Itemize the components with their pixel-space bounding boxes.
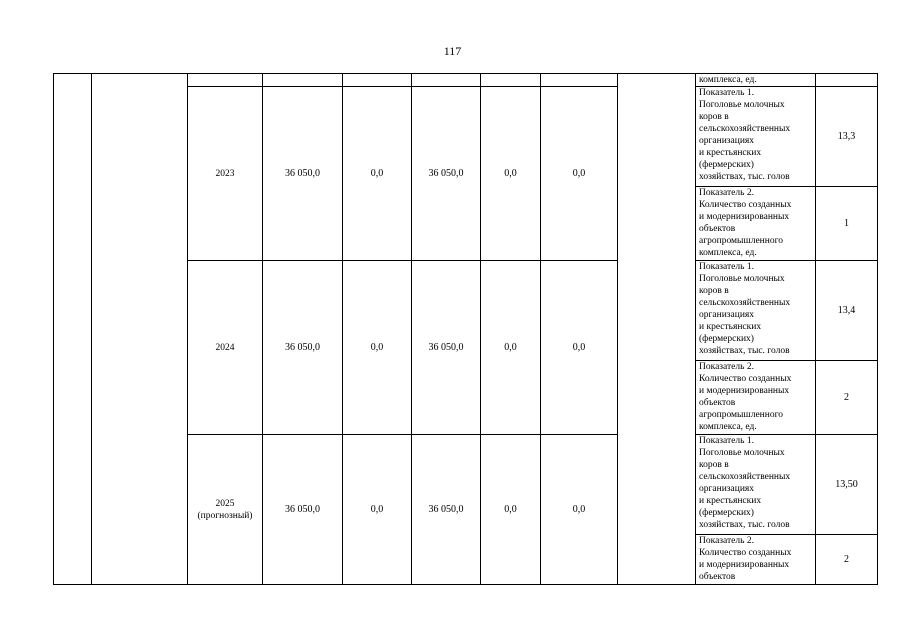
indicator-1-value: 13,3 — [816, 87, 878, 187]
empty-cell — [481, 74, 541, 87]
program-funding-table — [53, 73, 878, 585]
empty-cell — [816, 74, 878, 87]
carry-over-row — [54, 74, 878, 87]
funding-value: 0,0 — [481, 435, 541, 585]
empty-cell — [343, 74, 412, 87]
funding-value: 0,0 — [541, 261, 618, 435]
indicator-2-value: 1 — [816, 187, 878, 261]
funding-value: 0,0 — [343, 87, 412, 261]
year-cell — [188, 435, 263, 585]
empty-cell — [263, 74, 343, 87]
indicator-1-text: Показатель 1. Поголовье молочных коров в сельскохозяйственных организациях и крестьянских (фермерских) хозяйствах, тыс. голов — [696, 261, 816, 361]
indicator-2-value: 2 — [816, 535, 878, 585]
funding-value: 36 050,0 — [412, 261, 481, 435]
year-label: 2024 — [215, 342, 235, 353]
year-label: 2023 — [215, 168, 235, 179]
funding-value: 0,0 — [481, 87, 541, 261]
year-note: (прогнозный) — [197, 510, 253, 521]
indicator-1-value: 13,4 — [816, 261, 878, 361]
indicator-1-text: Показатель 1. Поголовье молочных коров в сельскохозяйственных организациях и крестьянских (фермерских) хозяйствах, тыс. голов — [696, 435, 816, 535]
funding-value: 0,0 — [343, 261, 412, 435]
year-label: 2025 — [215, 498, 235, 509]
funding-value: 36 050,0 — [263, 87, 343, 261]
page-number: 117 — [443, 44, 462, 58]
number-cell — [54, 74, 92, 585]
year-cell — [188, 87, 263, 261]
indicator-2-text: Показатель 2. Количество созданных и модернизированных объектов — [696, 535, 816, 585]
empty-cell — [188, 74, 263, 87]
name-cell — [92, 74, 188, 585]
funding-value: 0,0 — [481, 261, 541, 435]
funding-value: 36 050,0 — [263, 261, 343, 435]
indicator-2-value: 2 — [816, 361, 878, 435]
year-cell — [188, 261, 263, 435]
funding-value: 36 050,0 — [263, 435, 343, 585]
indicator-2-text: Показатель 2. Количество созданных и модернизированных объектов агропромышленного комплекса, ед. — [696, 187, 816, 261]
indicator-1-value: 13,50 — [816, 435, 878, 535]
carry-over-text: комплекса, ед. — [696, 74, 816, 87]
funding-value: 36 050,0 — [412, 435, 481, 585]
funding-value: 0,0 — [541, 87, 618, 261]
funding-value: 36 050,0 — [412, 87, 481, 261]
executor-cell — [618, 74, 696, 585]
empty-cell — [412, 74, 481, 87]
indicator-1-text: Показатель 1. Поголовье молочных коров в сельскохозяйственных организациях и крестьянских (фермерских) хозяйствах, тыс. голов — [696, 87, 816, 187]
empty-cell — [541, 74, 618, 87]
funding-value: 0,0 — [541, 435, 618, 585]
funding-value: 0,0 — [343, 435, 412, 585]
indicator-2-text: Показатель 2. Количество созданных и модернизированных объектов агропромышленного комплекса, ед. — [696, 361, 816, 435]
